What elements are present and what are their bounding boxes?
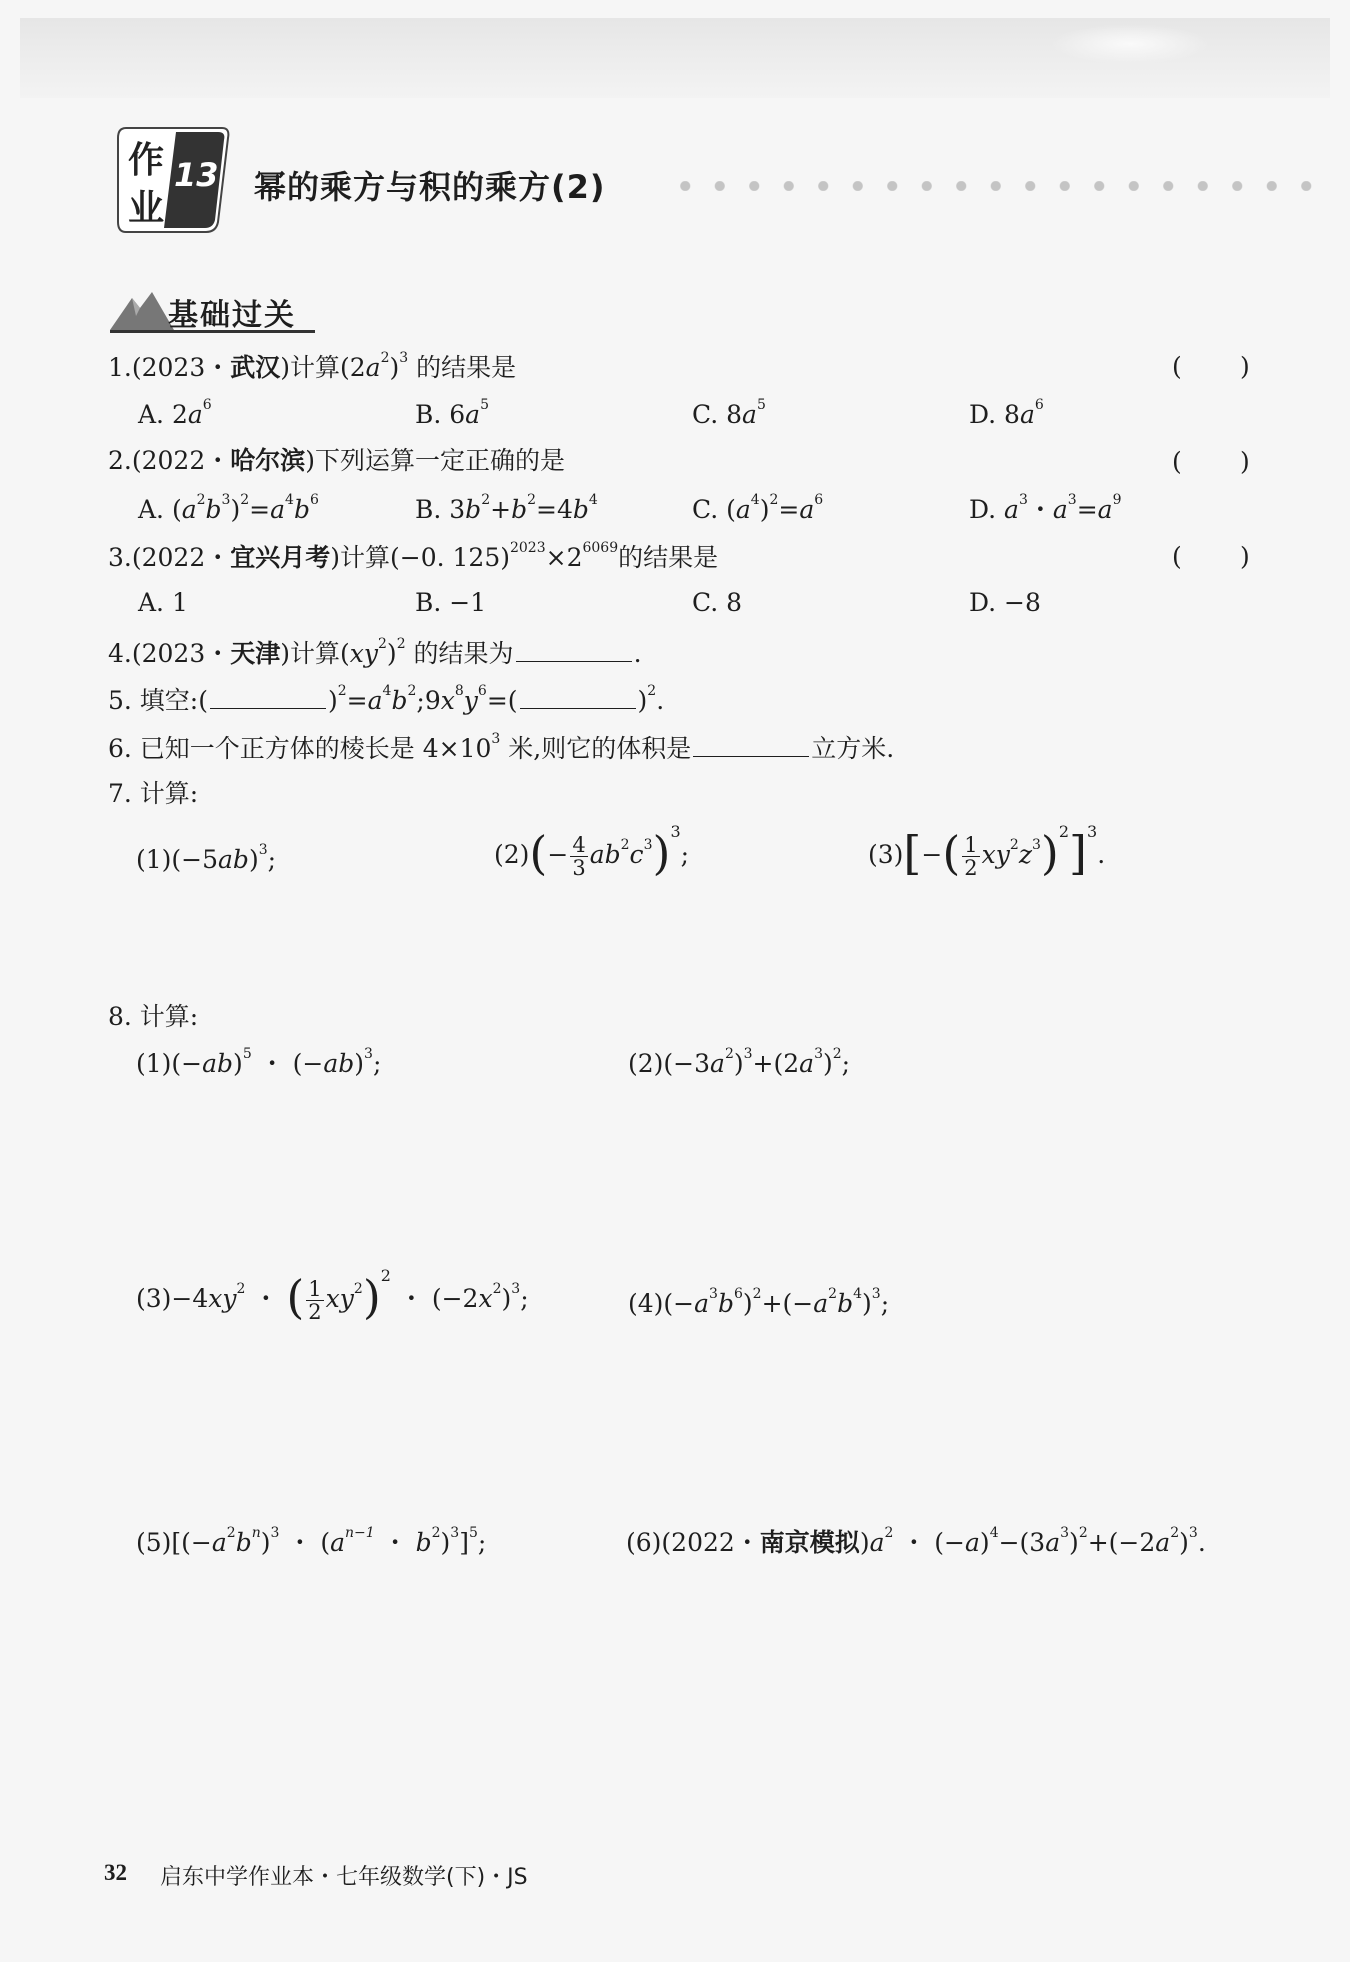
badge-number: 13 [174, 156, 219, 194]
fraction: $\frac{1}{2}$ [964, 832, 978, 880]
q2-option-a: A. $(a^2b^3)^2=a^4b^6$ [138, 492, 319, 524]
question-5: 5. 填空:( )$^2=a^4b^2;9x^8y^6=$( )$^2$. [108, 683, 665, 715]
answer-blank[interactable] [520, 707, 636, 709]
answer-paren-close: ) [1240, 352, 1250, 381]
section-title: 基础过关 [168, 299, 296, 332]
q8-part-6: (6)(2022・南京模拟)$a^2$ ・ $(-a)^4-(3a^3)^2+(-2a^2)^3$. [626, 1525, 1206, 1557]
question-7-label: 7. 计算: [108, 779, 199, 808]
badge-word-bottom: 业 [128, 188, 165, 229]
fraction: $\frac{1}{2}$ [308, 1276, 322, 1324]
q3-option-d: D. −8 [969, 588, 1041, 617]
section-heading [110, 286, 320, 334]
q3-option-b: B. −1 [415, 588, 487, 617]
answer-blank[interactable] [516, 660, 632, 662]
q1-option-c: C. $8a^5$ [692, 397, 766, 429]
question-2: 2.(2022・哈尔滨)下列运算一定正确的是 [108, 446, 566, 475]
q3-option-c: C. 8 [692, 588, 743, 617]
question-3: 3.(2022・宜兴月考)计算(−0. $125)^{2023}\times 2^{6069}$的结果是 [108, 540, 719, 572]
answer-paren-open[interactable]: ( [1172, 542, 1182, 571]
answer-paren-close: ) [1240, 542, 1250, 571]
q2-option-b: B. $3b^2+b^2=4b^4$ [415, 492, 598, 524]
page-title: 幂的乘方与积的乘方(2) [254, 168, 606, 206]
homework-badge [114, 126, 232, 234]
q3-option-a: A. 1 [138, 588, 188, 617]
q8-part-2: $(2)(-3a^2)^3+(2a^3)^2$; [628, 1046, 851, 1078]
question-8-label: 8. 计算: [108, 1002, 199, 1031]
fraction: $\frac{4}{3}$ [572, 832, 586, 880]
q1-option-b: B. $6a^5$ [415, 397, 489, 429]
q2-option-d: D. $a^3$・$a^3=a^9$ [969, 492, 1122, 524]
page-number: 32 [104, 1860, 127, 1885]
q8-part-4: $(4)(-a^3b^6)^2+(-a^2b^4)^3$; [628, 1286, 890, 1318]
q7-part-3: (3)[−( $\frac{1}{2}$ $xy^2z^3)^2]^3$. [868, 822, 1106, 880]
badge-word-top: 作 [128, 140, 165, 181]
answer-paren-close: ) [1240, 447, 1250, 476]
q1-option-a: A. $2a^6$ [138, 397, 212, 429]
book-title-footer: 启东中学作业本・七年级数学(下)・JS [160, 1865, 528, 1890]
q1-option-d: D. $8a^6$ [969, 397, 1044, 429]
answer-blank[interactable] [693, 755, 809, 757]
q8-part-3: $(3)-4xy^2$ ・ ( $\frac{1}{2}$ $xy^2)^2$ ・ $(-2x^2)^3$; [136, 1266, 529, 1324]
title-dot-leader [668, 181, 1330, 191]
top-shadow-band [20, 18, 1330, 98]
question-6: 6. 已知一个正方体的棱长是 $4\times 10^3$ 米,则它的体积是 立方米. [108, 731, 895, 763]
q8-part-1: $(1)(-ab)^5$ ・ $(-ab)^3$; [136, 1046, 382, 1078]
q8-part-5: $(5)[(-a^2b^n)^3$ ・ ($a^{n-1}$ ・ $b^2)^3]^5$; [136, 1525, 487, 1557]
question-4: 4.(2023・天津)计算$(xy^2)^2$ 的结果为 . [108, 636, 642, 668]
q2-option-c: C. $(a^4)^2=a^6$ [692, 492, 824, 524]
answer-paren-open[interactable]: ( [1172, 447, 1182, 476]
answer-paren-open[interactable]: ( [1172, 352, 1182, 381]
q7-part-1: $(1)(-5ab)^3$; [136, 842, 277, 874]
answer-blank[interactable] [210, 707, 326, 709]
q7-part-2: (2)(− $\frac{4}{3}$ $ab^2c^3)^3$; [494, 822, 690, 880]
question-1: 1.(2023・武汉)计算$(2a^2)^3$ 的结果是 [108, 350, 517, 382]
